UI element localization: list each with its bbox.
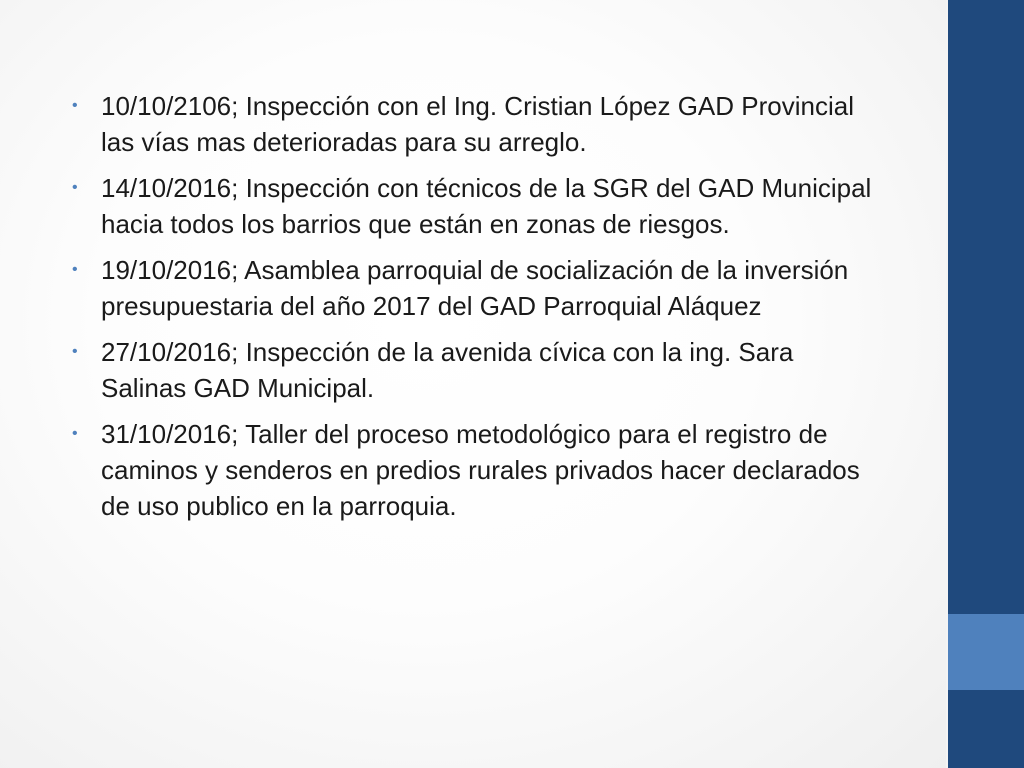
bullet-dot-icon: • [72, 343, 78, 360]
bullet-item [72, 170, 882, 242]
bullet-list [72, 88, 882, 534]
bullet-item [72, 252, 882, 324]
bullet-text: 19/10/2016; Asamblea parroquial de socialización de la inversión presupuestaria del año 2017 del GAD Parroquial Aláquez [101, 255, 849, 321]
bullet-text: 14/10/2016; Inspección con técnicos de la SGR del GAD Municipal hacia todos los barrios que están en zonas de riesgos. [101, 173, 872, 239]
bullet-dot-icon: • [72, 179, 78, 196]
bullet-dot-icon: • [72, 261, 78, 278]
bullet-item [72, 334, 882, 406]
bullet-item [72, 88, 882, 160]
bullet-dot-icon: • [72, 425, 78, 442]
bullet-item [72, 416, 882, 524]
bullet-text: 10/10/2106; Inspección con el Ing. Cristian López GAD Provincial las vías mas deterioradas para su arreglo. [101, 91, 854, 157]
bullet-dot-icon: • [72, 97, 78, 114]
bullet-text: 31/10/2016; Taller del proceso metodológico para el registro de caminos y senderos en predios rurales privados hacer declarados de uso publico en la parroquia. [101, 419, 860, 521]
side-bar-accent [948, 614, 1024, 690]
bullet-text: 27/10/2016; Inspección de la avenida cívica con la ing. Sara Salinas GAD Municipal. [101, 337, 794, 403]
